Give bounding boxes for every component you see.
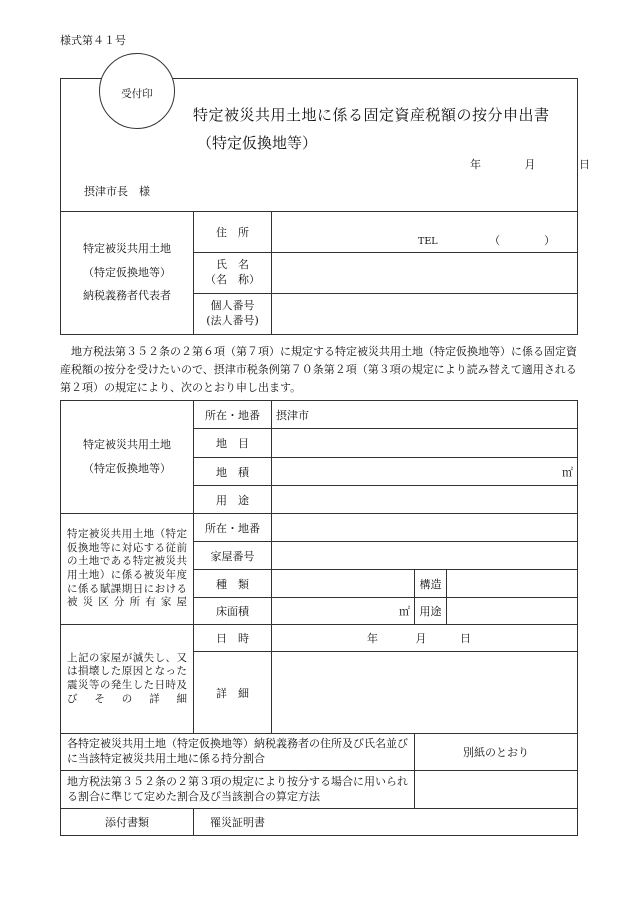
- id-number-field[interactable]: [272, 294, 578, 335]
- share-value: 別紙のとおり: [415, 734, 578, 771]
- house-floor-field[interactable]: [272, 598, 415, 625]
- house-type-field[interactable]: [272, 570, 415, 598]
- date-year: 年: [470, 158, 481, 171]
- date-day: 日: [579, 158, 590, 171]
- address-label: 住 所: [194, 212, 272, 253]
- applicant-table: [60, 211, 578, 335]
- land-area-label: 地 積: [194, 458, 272, 486]
- id-label-sub: (法人番号): [206, 314, 259, 327]
- address-field[interactable]: [272, 212, 578, 253]
- reception-stamp-circle: [99, 53, 175, 129]
- detail-table: [60, 400, 578, 836]
- ratio-label-cell: 地方税法第３５２条の２第３項の規定により按分する場合に用いられる割合に準じて定めた割合及び当該割合の算定方法: [61, 771, 415, 809]
- land-label-1: 特定被災共用土地: [83, 437, 171, 451]
- id-label: 個人番号: [210, 299, 255, 313]
- form-subtitle: （特定仮換地等）: [197, 134, 318, 152]
- house-floor-unit: ㎡: [399, 605, 410, 618]
- applicant-label-cell: [61, 212, 194, 335]
- date-month: 月: [524, 158, 536, 171]
- date-line: [470, 156, 590, 172]
- disaster-datetime-label: 日 時: [194, 625, 272, 652]
- disaster-datetime-field[interactable]: [272, 625, 578, 652]
- house-location-label: 所在・地番: [194, 514, 272, 542]
- attachments-value: 罹災証明書: [194, 809, 578, 836]
- applicant-label-2: （特定仮換地等）: [83, 265, 171, 279]
- disaster-month: 月: [415, 632, 427, 645]
- ratio-field[interactable]: [415, 771, 578, 809]
- land-location-label: 所在・地番: [194, 401, 272, 429]
- house-structure-label: 構造: [415, 570, 447, 598]
- name-label-sub: （名 称）: [205, 273, 260, 286]
- id-label-cell: [194, 294, 272, 335]
- disaster-detail-field[interactable]: [272, 652, 578, 734]
- attachments-label: 添付書類: [61, 809, 194, 836]
- share-label-cell: 各特定被災共用土地（特定仮換地等）納税義務者の住所及び氏名並びに当該特定被災共用土地に係る持分割合: [61, 734, 415, 771]
- land-use-field[interactable]: [272, 486, 578, 514]
- disaster-day: 日: [460, 632, 471, 645]
- house-structure-field[interactable]: [447, 570, 578, 598]
- applicant-label-3: 納税義務者代表者: [83, 289, 171, 303]
- land-category-field[interactable]: [272, 429, 578, 458]
- house-use-label: 用途: [415, 598, 447, 625]
- house-type-label: 種 類: [194, 570, 272, 598]
- tel-label: TEL: [418, 236, 438, 247]
- stamp-label: 受付印: [121, 88, 153, 100]
- statement-paragraph: 地方税法第３５２条の２第６項（第７項）に規定する特定被災共用土地（特定仮換地等）に係る固定資産税額の按分を受けたいので、摂津市税条例第７０条第２項（第３項の規定により読み替えて適用される第２項）の規定により、次のとおり申し出ます。: [60, 345, 577, 394]
- land-label-2: （特定仮換地等）: [83, 461, 171, 475]
- land-area-unit: ㎡: [562, 465, 573, 479]
- name-label-cell: [194, 253, 272, 294]
- land-location-field[interactable]: 摂津市: [272, 401, 578, 429]
- land-label-cell: [61, 401, 194, 514]
- disaster-label-cell: 上記の家屋が滅失し、又は損壊した原因となった震災等の発生した日時及びその詳細: [61, 625, 194, 734]
- house-label-cell: 特定被災共用土地（特定仮換地等に対応する従前の土地である特定被災共用土地）に係る被災年度に係る賦課期日における被災区分所有家屋: [61, 514, 194, 625]
- tel-paren: （ ）: [489, 234, 556, 247]
- applicant-label-1: 特定被災共用土地: [83, 241, 171, 255]
- land-category-label: 地 目: [194, 429, 272, 458]
- name-field[interactable]: [272, 253, 578, 294]
- name-label: 氏 名: [216, 258, 249, 272]
- disaster-detail-label: 詳 細: [194, 652, 272, 734]
- land-area-field[interactable]: [272, 458, 578, 486]
- land-use-label: 用 途: [194, 486, 272, 514]
- house-number-field[interactable]: [272, 542, 578, 570]
- form-title: 特定被災共用土地に係る固定資産税額の按分申出書: [193, 106, 550, 124]
- house-use-field[interactable]: [447, 598, 578, 625]
- house-location-field[interactable]: [272, 514, 578, 542]
- addressee: 摂津市長 様: [84, 185, 150, 198]
- house-number-label: 家屋番号: [194, 542, 272, 570]
- house-floor-label: 床面積: [194, 598, 272, 625]
- form-number: 様式第４１号: [60, 34, 126, 47]
- disaster-year: 年: [367, 632, 378, 645]
